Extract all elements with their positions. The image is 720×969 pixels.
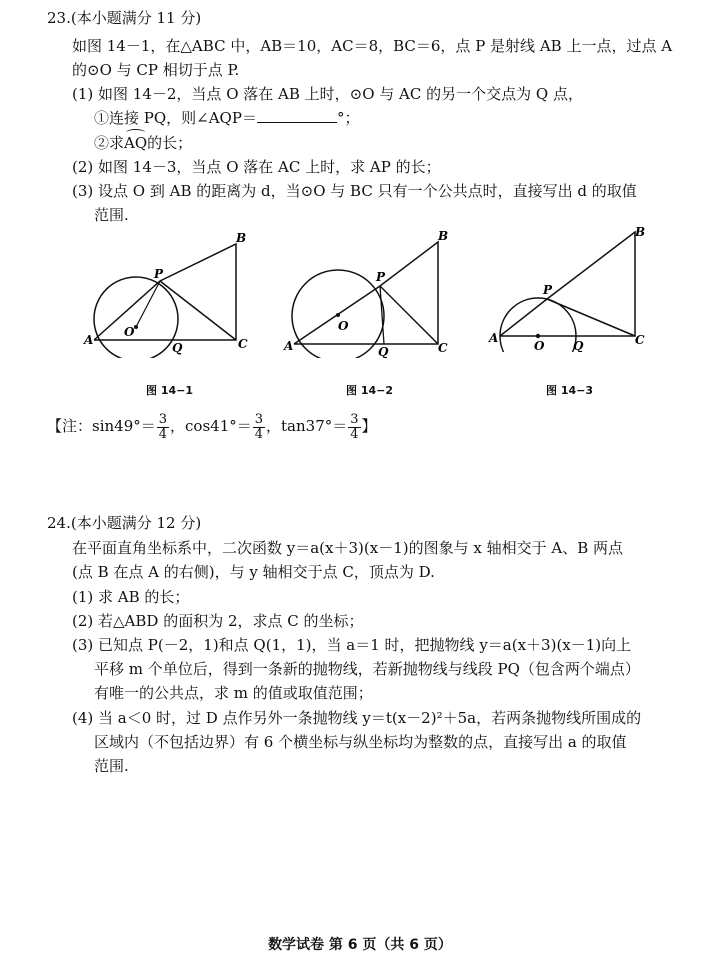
label-o: O — [534, 339, 545, 352]
q23-part3-label: (3) — [72, 182, 94, 200]
q24-part3-line3: 有唯一的公共点，求 m 的值或取值范围； — [94, 684, 373, 702]
point-o — [536, 334, 540, 338]
q23-part1a — [94, 108, 359, 128]
q23-part1-text: 如图 14－2，当点 O 落在 AB 上时，⊙O 与 AC 的另一个交点为 Q 点， — [98, 85, 583, 103]
label-b: B — [438, 229, 449, 243]
q23-stem-line2: 的⊙O 与 CP 相切于点 P. — [72, 61, 240, 79]
q24-header — [47, 513, 201, 533]
label-p: P — [376, 270, 386, 284]
label-o: O — [338, 319, 349, 333]
note-open: 【注：sin49°＝ — [47, 417, 156, 435]
segment-pc — [547, 299, 635, 336]
note-close: 】 — [361, 417, 377, 435]
figure-14-2-caption: 图 14−2 — [346, 384, 394, 397]
trig-note — [47, 411, 377, 442]
label-c: C — [438, 341, 448, 355]
q23-part2 — [72, 157, 441, 177]
fraction-3-4: $\frac{3}{4}$ — [350, 411, 359, 442]
triangle-abc — [294, 242, 438, 344]
q24-stem-line2: (点 B 在点 A 的右侧)，与 y 轴相交于点 C，顶点为 D. — [72, 563, 435, 581]
q23-points: (本小题满分 11 分) — [70, 9, 202, 27]
label-q: Q — [378, 345, 389, 358]
q24-part4-line1: (4) 当 a＜0 时，过 D 点作另外一条抛物线 y＝t(x－2)²＋5a，若两条抛物线所围成的 — [72, 709, 642, 727]
segment-pc — [160, 281, 236, 340]
q23-number: 23. — [47, 9, 71, 27]
triangle-abc — [500, 232, 635, 336]
q23-part3 — [72, 181, 637, 201]
figure-14-3 — [485, 222, 665, 352]
figure-14-3-caption: 图 14−3 — [546, 384, 594, 397]
figure-14-1-caption: 图 14−1 — [146, 384, 194, 397]
q24-part1: (1) 求 AB 的长； — [72, 588, 190, 606]
radius-op — [136, 281, 160, 327]
q23-part3-cont: 范围. — [94, 206, 129, 224]
note-mid2: ，tan37°＝ — [266, 417, 348, 435]
q23-stem-line1: 如图 14－1，在△ABC 中，AB＝10，AC＝8，BC＝6，点 P 是射线 AB 上一点，过点 A — [72, 37, 673, 55]
answer-blank[interactable] — [257, 108, 337, 123]
q23-part1a-text: ①连接 PQ，则∠AQP＝ — [94, 109, 257, 127]
label-b: B — [236, 231, 247, 245]
label-o: O — [124, 325, 135, 339]
label-p: P — [543, 283, 553, 297]
point-o — [336, 313, 340, 317]
fraction-3-4: $\frac{3}{4}$ — [254, 411, 264, 442]
label-q: Q — [172, 341, 183, 355]
label-q: Q — [573, 339, 584, 352]
q24-part3-line2: 平移 m 个单位后，得到一条新的抛物线，若新抛物线与线段 PQ（包含两个端点） — [94, 660, 640, 678]
label-c: C — [635, 333, 645, 347]
q24-number: 24. — [47, 514, 71, 532]
q23-part1 — [72, 84, 583, 104]
q23-part1b-pre: ②求 — [94, 134, 125, 152]
label-p: P — [154, 267, 164, 281]
q23-part1b-post: 的长； — [147, 134, 193, 152]
figure-14-2 — [280, 228, 460, 358]
note-mid1: ，cos41°＝ — [170, 417, 252, 435]
q24-stem-line1: 在平面直角坐标系中，二次函数 y＝a(x＋3)(x－1)的图象与 x 轴相交于 A、B 两点 — [72, 539, 623, 557]
q23-part1-label: (1) — [72, 85, 94, 103]
point-o — [134, 325, 138, 329]
label-b: B — [635, 225, 646, 239]
page-footer: 数学试卷 第 6 页（共 6 页） — [268, 937, 452, 953]
label-a: A — [489, 331, 499, 345]
q24-points: (本小题满分 12 分) — [70, 514, 202, 532]
figure-14-1 — [80, 228, 260, 358]
q24-part3-line1: (3) 已知点 P(－2，1)和点 Q(1，1)，当 a＝1 时，把抛物线 y＝a(x＋3)(x－1)向上 — [72, 636, 632, 654]
q24-part4-line2: 区域内（不包括边界）有 6 个横坐标与纵坐标均为整数的点，直接写出 a 的取值 — [94, 733, 627, 751]
label-c: C — [238, 337, 248, 351]
fraction-3-4: $\frac{3}{4}$ — [158, 411, 168, 442]
q24-part4-line3: 范围. — [94, 757, 129, 775]
q23-part2-text: 如图 14－3，当点 O 落在 AC 上时，求 AP 的长； — [98, 158, 441, 176]
q24-part2: (2) 若△ABD 的面积为 2，求点 C 的坐标； — [72, 612, 364, 630]
circle-o — [94, 277, 178, 358]
label-a: A — [84, 333, 94, 347]
q23-part1a-degree: °； — [336, 109, 360, 127]
q23-part2-label: (2) — [72, 158, 94, 176]
q23-header — [47, 8, 201, 28]
segment-pc — [380, 286, 438, 344]
label-a: A — [284, 339, 294, 353]
triangle-abc — [94, 244, 236, 340]
q23-part3-text: 设点 O 到 AB 的距离为 d，当⊙O 与 BC 只有一个公共点时，直接写出 d 的取值 — [98, 182, 637, 200]
q23-part1b — [94, 133, 192, 153]
arc-aq: AQ — [124, 134, 148, 152]
